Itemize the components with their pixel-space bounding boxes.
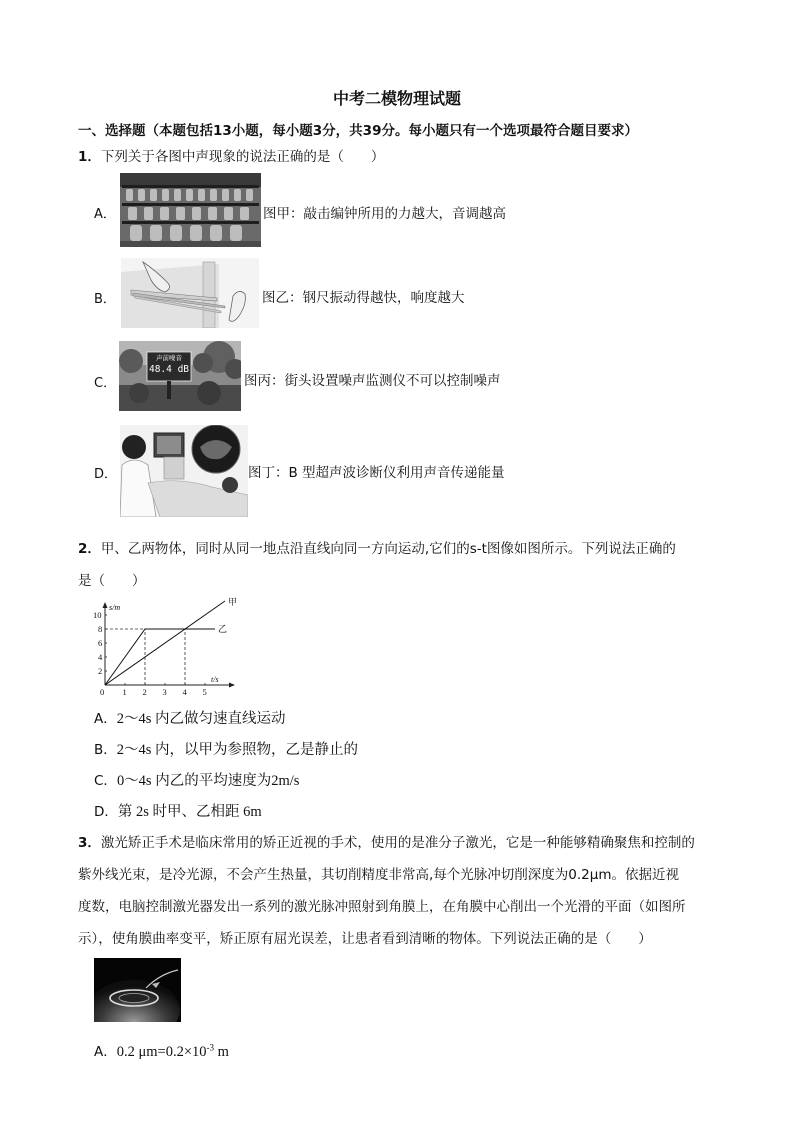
question-3-line-1 <box>78 831 695 851</box>
series-line-yi <box>105 629 215 685</box>
q1-option-b-text: 图乙：钢尺振动得越快，响度越大 <box>262 290 465 306</box>
q2-option-b-letter: B． <box>94 742 117 758</box>
series-label-yi: 乙 <box>218 625 228 635</box>
x-tick-label: 5 <box>202 687 207 697</box>
x-tick-label: 1 <box>122 687 127 697</box>
bianzhong-bells-image <box>120 173 261 247</box>
s-t-chart <box>88 596 238 698</box>
x-tick-label: 0 <box>100 687 105 697</box>
q1-option-d-letter: D． <box>94 467 118 482</box>
q2-option-a <box>94 707 286 728</box>
q2-option-a-text: 2～4s 内乙做匀速直线运动 <box>116 711 286 727</box>
q1-option-b-letter: B． <box>94 292 116 307</box>
y-axis-label: s/m <box>109 603 121 612</box>
q2-option-c-letter: C． <box>94 773 117 789</box>
question-1-text: 下列关于各图中声现象的说法正确的是（ ） <box>100 149 385 165</box>
y-tick-label: 2 <box>98 666 103 676</box>
y-tick-label: 10 <box>93 610 102 620</box>
question-3-text-1: 激光矫正手术是临床常用的矫正近视的手术，使用的是准分子激光，它是一种能够精确聚焦和控制的 <box>100 835 695 851</box>
question-2-text: 甲、乙两物体，同时从同一地点沿直线向同一方向运动,它们的s-t图像如图所示。下列说法正确的 <box>100 541 676 557</box>
ultrasound-image <box>120 425 248 517</box>
q2-option-b <box>94 738 358 759</box>
q2-option-c <box>94 769 299 790</box>
q2-option-d-text: 第 2s 时甲、乙相距 6m <box>117 804 262 820</box>
x-tick-label: 3 <box>162 687 167 697</box>
question-1 <box>78 145 384 165</box>
q3-option-a <box>94 1040 229 1061</box>
page-title: 中考二模物理试题 <box>332 89 461 108</box>
q3-option-a-exponent: -3 <box>206 1042 215 1053</box>
question-3-line-2: 紫外线光束，是冷光源，不会产生热量，其切削精度非常高,每个光脉冲切削深度为0.2μm。依据近视 <box>78 867 679 883</box>
question-2-number: 2． <box>78 541 101 557</box>
q3-option-a-text: 0.2 μm=0.2×10 <box>116 1044 207 1060</box>
noise-sign-reading: 48.4 dB <box>148 364 190 375</box>
question-3-number: 3． <box>78 835 101 851</box>
question-1-number: 1． <box>78 149 101 165</box>
x-tick-label: 4 <box>182 687 187 697</box>
q3-option-a-unit: m <box>214 1044 229 1060</box>
q1-option-c-text: 图丙：街头设置噪声监测仪不可以控制噪声 <box>244 373 501 389</box>
x-tick-label: 2 <box>142 687 147 697</box>
steel-ruler-image <box>121 258 259 328</box>
q1-option-a-text: 图甲：敲击编钟所用的力越大，音调越高 <box>263 206 506 222</box>
question-2-line-2: 是（ ） <box>78 573 146 589</box>
q1-option-d-text: 图丁：B 型超声波诊断仪利用声音传递能量 <box>248 465 505 481</box>
section-heading: 一、选择题（本题包括13小题，每小题3分，共39分。每小题只有一个选项最符合题目要求） <box>78 123 638 139</box>
series-label-jia: 甲 <box>228 598 238 608</box>
y-axis-arrow <box>103 602 108 608</box>
q2-option-b-text: 2～4s 内，以甲为参照物，乙是静止的 <box>116 742 359 758</box>
q1-option-a-letter: A． <box>94 207 116 222</box>
q1-option-c-letter: C． <box>94 376 117 391</box>
q3-option-a-letter: A． <box>94 1044 117 1060</box>
q2-option-a-letter: A． <box>94 711 117 727</box>
y-tick-label: 6 <box>98 638 103 648</box>
laser-eye-surgery-image <box>94 958 181 1022</box>
noise-sign-label: 声前噪音 <box>156 354 182 362</box>
q2-option-c-text: 0～4s 内乙的平均速度为2m/s <box>116 773 300 789</box>
q2-option-d-letter: D． <box>94 804 118 820</box>
x-axis-arrow <box>229 683 235 688</box>
question-3-line-3: 度数，电脑控制激光器发出一系列的激光脉冲照射到角膜上，在角膜中心削出一个光滑的平面（如图所 <box>78 899 686 915</box>
y-tick-label: 8 <box>98 624 103 634</box>
q2-option-d <box>94 800 262 821</box>
x-axis-label: t/s <box>211 675 219 684</box>
series-line-jia <box>105 601 228 685</box>
question-2-line-1 <box>78 537 676 557</box>
noise-monitor-image <box>119 341 241 411</box>
y-tick-label: 4 <box>98 652 103 662</box>
question-3-line-4: 示），使角膜曲率变平，矫正原有屈光误差，让患者看到清晰的物体。下列说法正确的是（ ） <box>78 931 652 947</box>
